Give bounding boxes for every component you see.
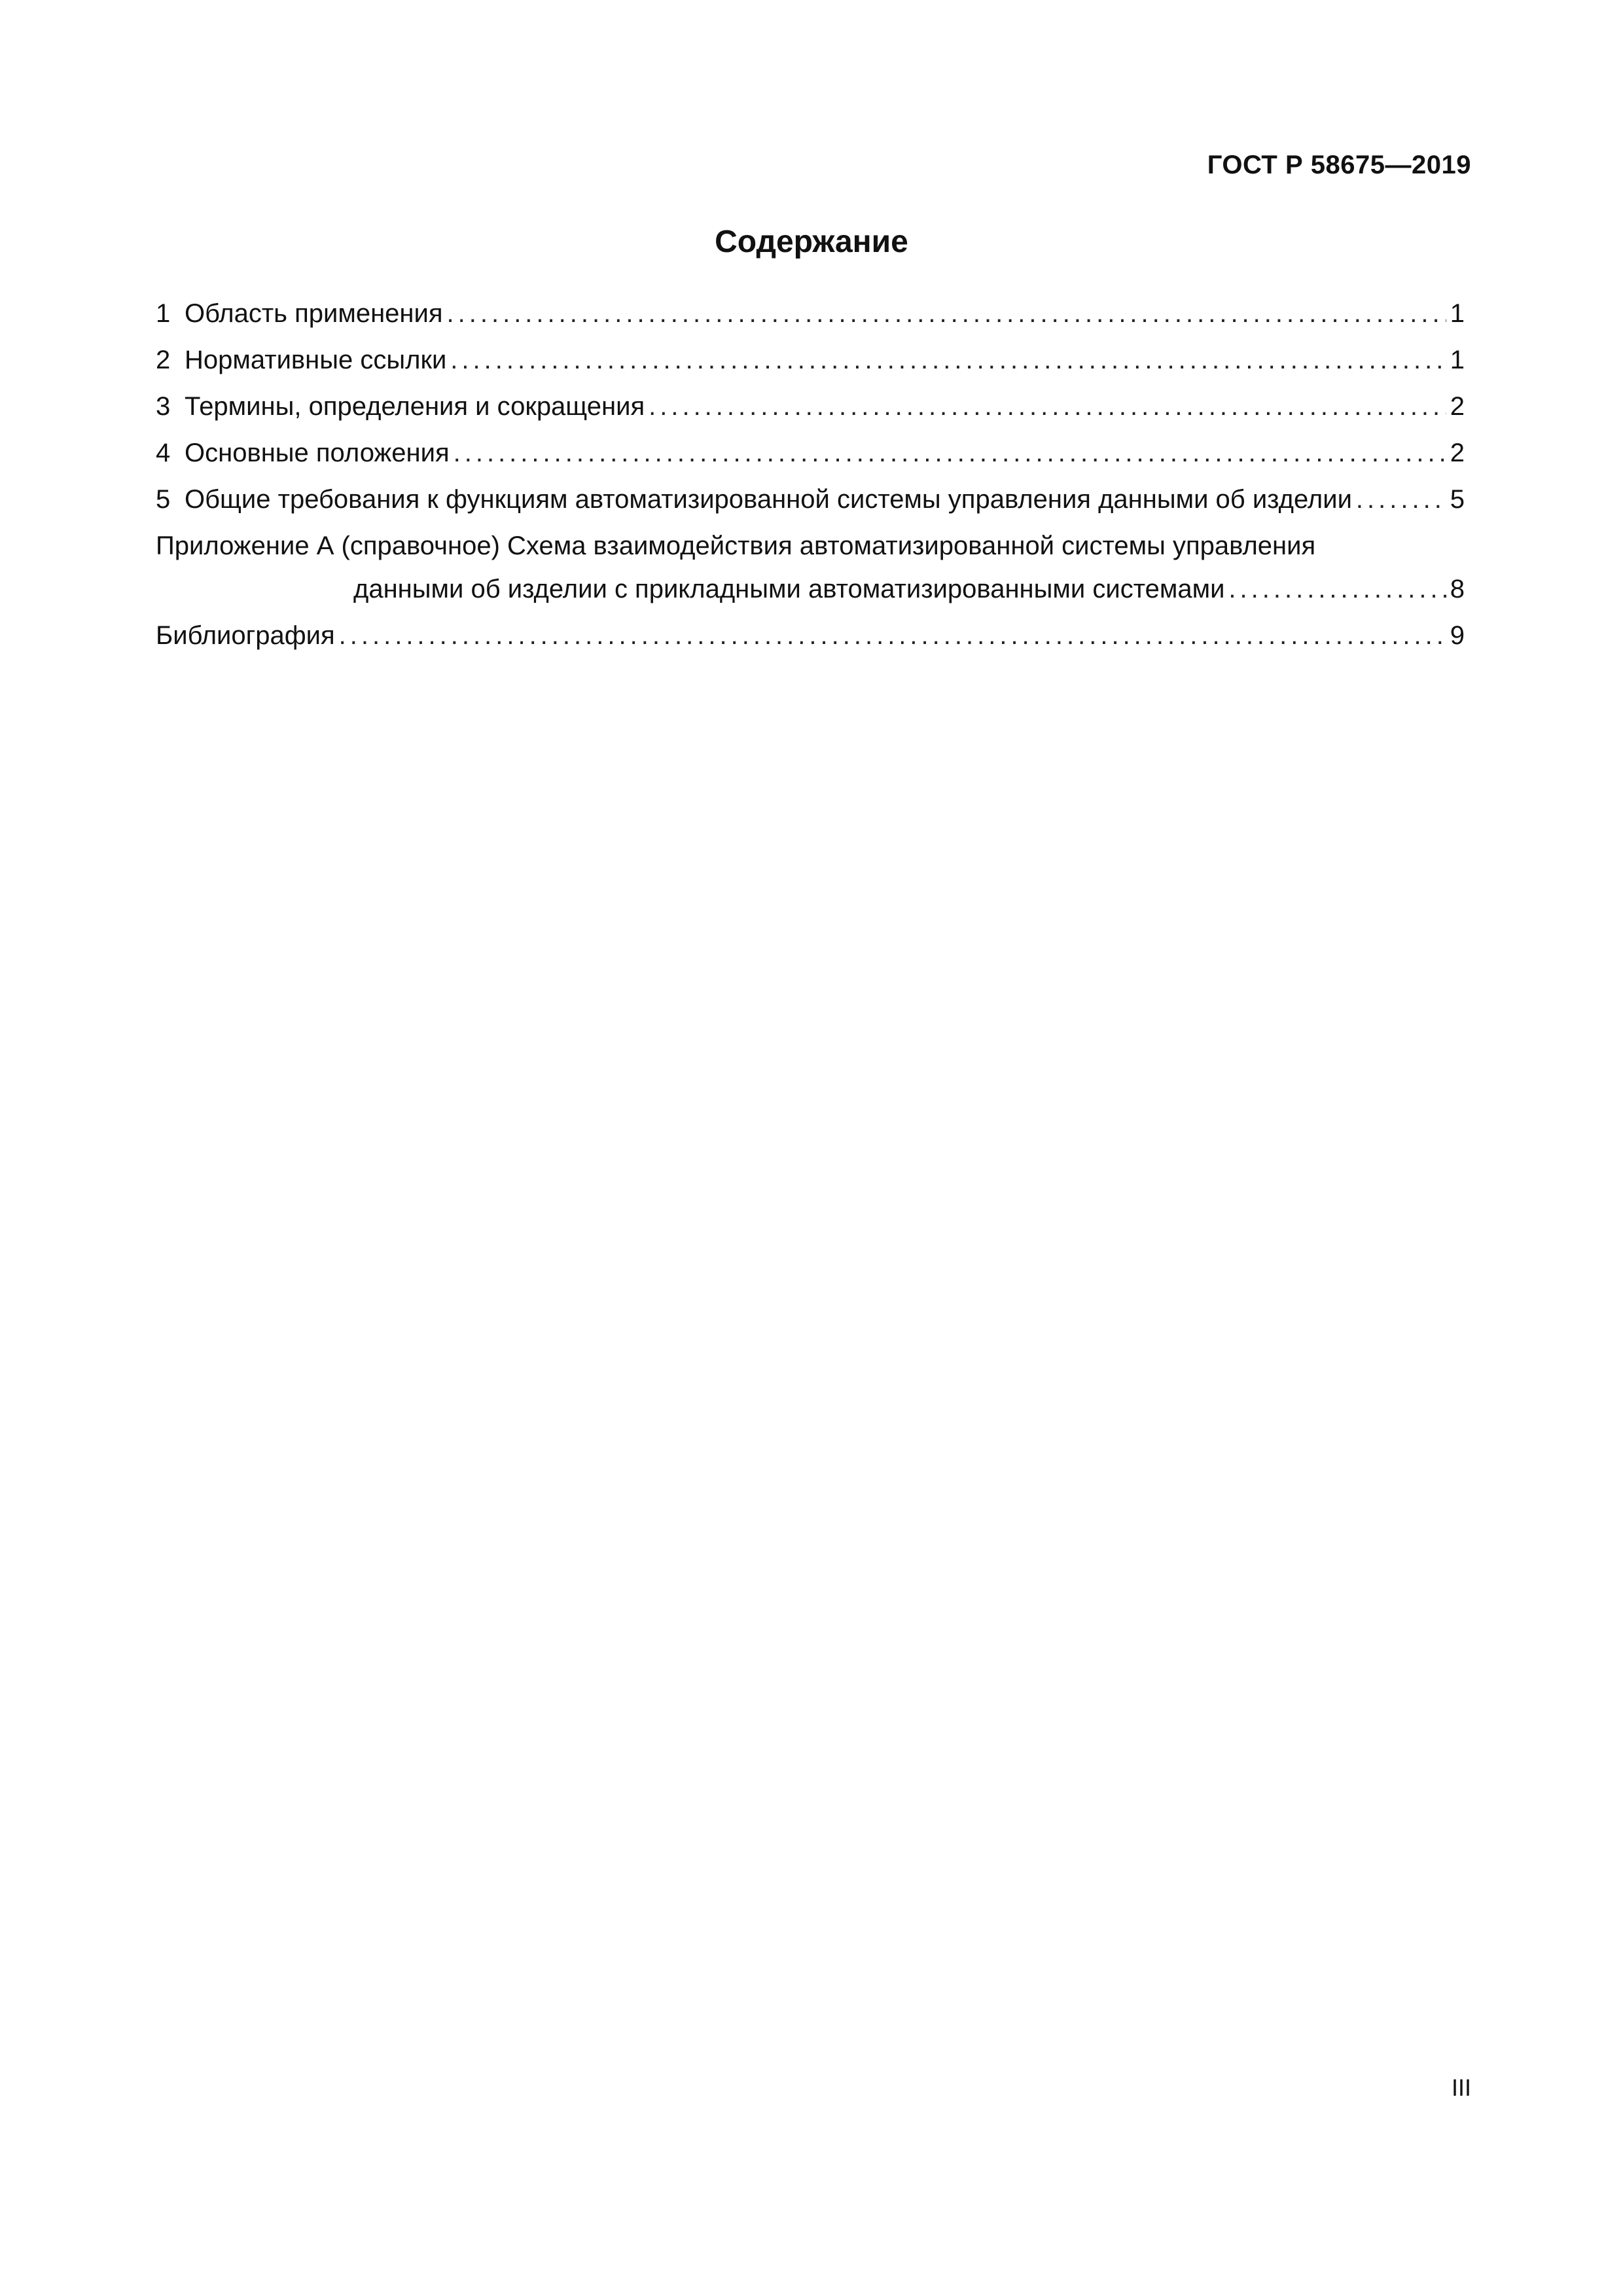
toc-entry-terms[interactable]: [156, 391, 1465, 422]
table-of-contents: [156, 298, 1465, 666]
toc-entry-page: 2: [1450, 392, 1465, 421]
toc-entry-scope[interactable]: [156, 298, 1465, 329]
toc-entry-normative-references[interactable]: [156, 344, 1465, 376]
toc-appendix-title-line[interactable]: Приложение А (справочное) Схема взаимодействия автоматизированной системы управления: [156, 531, 1316, 560]
toc-entry-page: 8: [1450, 575, 1465, 603]
toc-dot-leader: [450, 344, 1446, 376]
toc-entry-label[interactable]: Область применения: [185, 299, 443, 328]
toc-entry-label[interactable]: Нормативные ссылки: [185, 346, 447, 374]
toc-entry-bibliography[interactable]: [156, 620, 1465, 651]
toc-dot-leader: [1228, 573, 1446, 605]
page-number: III: [1451, 2074, 1471, 2101]
toc-entry-page: 5: [1450, 485, 1465, 514]
toc-entry-number: 2: [156, 346, 171, 374]
toc-entry-requirements[interactable]: [156, 484, 1465, 515]
toc-entry-general-provisions[interactable]: [156, 437, 1465, 469]
toc-appendix-continuation: [156, 573, 1465, 605]
toc-dot-leader: [454, 437, 1446, 469]
toc-entry-page: 2: [1450, 439, 1465, 467]
toc-entry-number: 1: [156, 299, 171, 328]
toc-dot-leader: [339, 620, 1446, 651]
toc-entry-label[interactable]: Термины, определения и сокращения: [185, 392, 645, 421]
toc-entry-page: 1: [1450, 346, 1465, 374]
toc-title: Содержание: [715, 224, 908, 259]
toc-entry-label[interactable]: Общие требования к функциям автоматизированной системы управления данными об изделии: [185, 485, 1352, 514]
toc-appendix-title-continuation[interactable]: данными об изделии с прикладными автоматизированными системами: [353, 575, 1225, 603]
toc-entry-number: 3: [156, 392, 171, 421]
toc-entry-number: 5: [156, 485, 171, 514]
toc-entry-page: 1: [1450, 299, 1465, 328]
toc-entry-label[interactable]: Библиография: [156, 621, 335, 650]
toc-entry-page: 9: [1450, 621, 1465, 650]
toc-dot-leader: [649, 391, 1446, 422]
toc-dot-leader: [447, 298, 1446, 329]
toc-entry-appendix-a[interactable]: [156, 530, 1465, 605]
toc-dot-leader: [1356, 484, 1446, 515]
toc-entry-number: 4: [156, 439, 171, 467]
document-id: ГОСТ Р 58675—2019: [1207, 151, 1471, 179]
toc-entry-label[interactable]: Основные положения: [185, 439, 450, 467]
